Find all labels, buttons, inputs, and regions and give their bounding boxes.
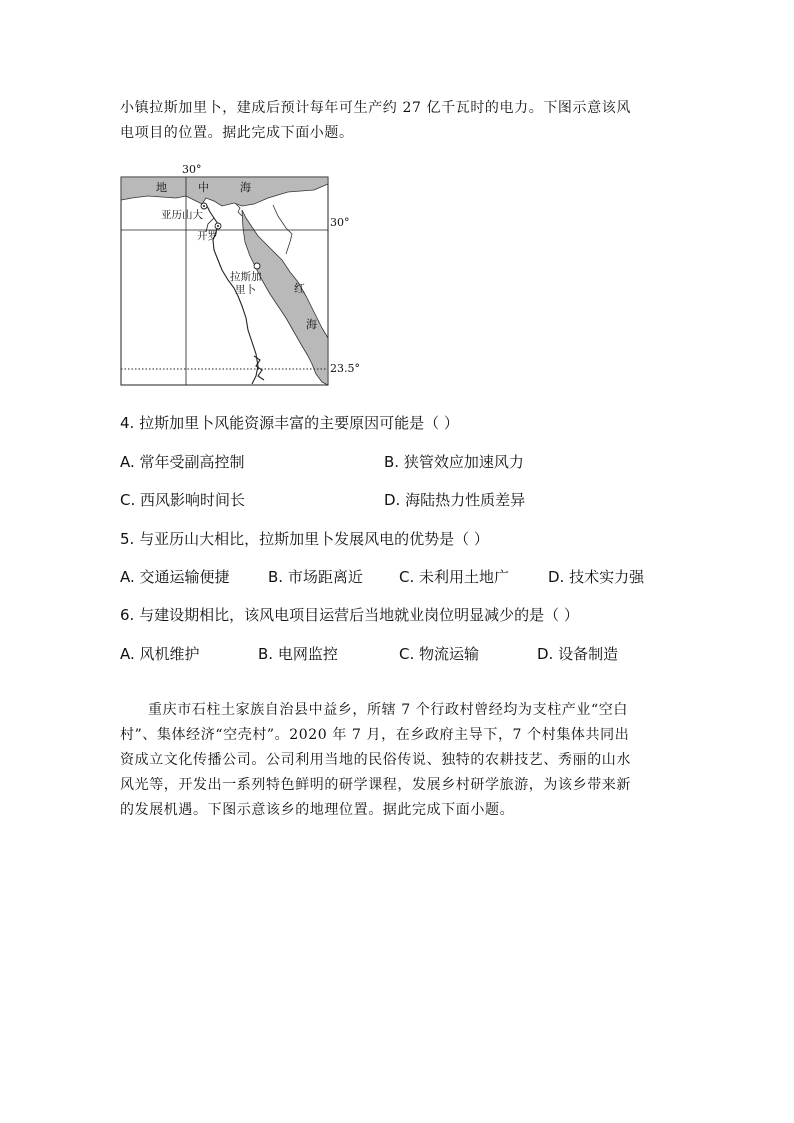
intro2-line5: 的发展机遇。下图示意该乡的地理位置。据此完成下面小题。 bbox=[120, 802, 515, 818]
alexandria-marker-dot bbox=[203, 205, 205, 207]
intro-paragraph-1 bbox=[120, 96, 676, 146]
q4-option-b[interactable]: B. 狭管效应加速风力 bbox=[384, 453, 524, 471]
intro1-line2: 电项目的位置。据此完成下面小题。 bbox=[120, 125, 354, 141]
sea-label-di: 地 bbox=[156, 181, 167, 194]
intro-paragraph-2 bbox=[120, 698, 676, 823]
sea-label-hai: 海 bbox=[240, 181, 251, 194]
alexandria-label: 亚历山大 bbox=[161, 209, 203, 221]
intro2-line2: 村”、集体经济“空壳村”。2020 年 7 月，在乡政府主导下，7 个村集体共同出 bbox=[120, 727, 630, 743]
intro2-line4: 风光等，开发出一系列特色鲜明的研学课程，发展乡村研学旅游，为该乡带来新 bbox=[120, 777, 631, 793]
longitude-label: 30° bbox=[182, 163, 202, 176]
ras-ghareb-label-line2: 里卜 bbox=[235, 284, 256, 296]
q6-option-d[interactable]: D. 设备制造 bbox=[537, 645, 619, 663]
cairo-marker-dot bbox=[217, 225, 219, 227]
question-6: 6. 与建设期相比，该风电项目运营后当地就业岗位明显减少的是（ ） bbox=[120, 606, 579, 624]
q6-option-a[interactable]: A. 风机维护 bbox=[120, 645, 200, 663]
red-sea-label-hai: 海 bbox=[306, 318, 317, 331]
q5-option-d[interactable]: D. 技术实力强 bbox=[548, 568, 645, 586]
intro2-line3: 资成立文化传播公司。公司利用当地的民俗传说、独特的农耕技艺、秀丽的山水 bbox=[120, 752, 631, 768]
intro1-line1: 小镇拉斯加里卜，建成后预计每年可生产约 27 亿千瓦时的电力。下图示意该风 bbox=[120, 100, 631, 116]
question-5: 5. 与亚历山大相比，拉斯加里卜发展风电的优势是（ ） bbox=[120, 530, 489, 548]
q4-option-a[interactable]: A. 常年受副高控制 bbox=[120, 453, 245, 471]
red-sea-label-hong: 红 bbox=[294, 282, 305, 295]
sea-label-zhong: 中 bbox=[198, 181, 209, 194]
q5-option-b[interactable]: B. 市场距离近 bbox=[268, 568, 363, 586]
cairo-label: 开罗 bbox=[197, 230, 218, 242]
q5-option-c[interactable]: C. 未利用土地广 bbox=[399, 568, 510, 586]
intro2-line1: 重庆市石柱土家族自治县中益乡，所辖 7 个行政村曾经均为支柱产业“空白 bbox=[148, 702, 628, 718]
tropic-label: 23.5° bbox=[330, 362, 360, 375]
ras-ghareb-marker bbox=[254, 263, 260, 269]
question-4: 4. 拉斯加里卜风能资源丰富的主要原因可能是（ ） bbox=[120, 414, 459, 432]
q4-option-c[interactable]: C. 西风影响时间长 bbox=[120, 491, 246, 509]
ras-ghareb-label-line1: 拉斯加 bbox=[230, 271, 262, 283]
q6-option-b[interactable]: B. 电网监控 bbox=[258, 645, 338, 663]
egypt-wind-project-map bbox=[118, 160, 368, 392]
q6-option-c[interactable]: C. 物流运输 bbox=[399, 645, 480, 663]
q4-option-d[interactable]: D. 海陆热力性质差异 bbox=[384, 491, 526, 509]
latitude-label: 30° bbox=[330, 216, 350, 229]
q5-option-a[interactable]: A. 交通运输便捷 bbox=[120, 568, 230, 586]
